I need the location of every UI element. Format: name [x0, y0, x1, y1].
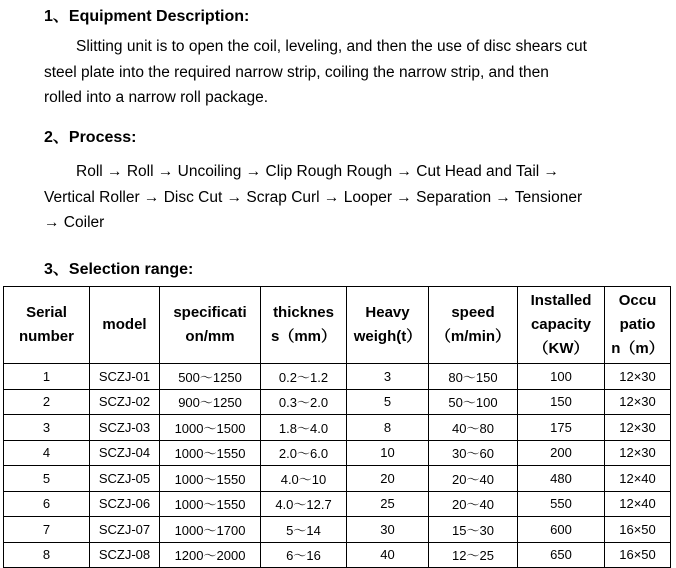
table-cell: 12×40 [605, 491, 671, 517]
table-cell: 3 [347, 364, 429, 390]
table-cell: 4.0～12.7 [261, 491, 347, 517]
column-header-text: model [102, 316, 147, 333]
column-header [605, 287, 671, 364]
section-process-heading: 2、Process: [44, 129, 137, 146]
process-line-1: Roll → Roll → Uncoiling → Clip Rough Rough → Cut Head and Tail → [76, 163, 560, 180]
column-header-text: number [18, 328, 74, 345]
column-header [160, 287, 261, 364]
table-cell: 650 [518, 542, 605, 568]
table-cell: 8 [347, 415, 429, 441]
table-cell: SCZJ-08 [90, 542, 160, 568]
table-cell: SCZJ-01 [90, 364, 160, 390]
table-cell: 8 [4, 542, 90, 568]
table-cell: 7 [4, 517, 90, 543]
column-header [347, 287, 429, 364]
column-header-text: Heavy [365, 304, 410, 321]
column-header-text: （m/min） [435, 328, 511, 345]
column-header-text: on/mm [185, 328, 235, 345]
table-header-row [4, 287, 671, 364]
table-cell: 30 [347, 517, 429, 543]
table-cell: 4.0～10 [261, 466, 347, 492]
column-header-text: thicknes [273, 304, 334, 321]
table-cell: 12×30 [605, 389, 671, 415]
table-row [4, 440, 671, 466]
table-cell: SCZJ-06 [90, 491, 160, 517]
table-cell: 1000～1550 [160, 466, 261, 492]
table-cell: 12×30 [605, 415, 671, 441]
table-row [4, 491, 671, 517]
table-row [4, 517, 671, 543]
table-cell: 900～1250 [160, 389, 261, 415]
table-cell: 1000～1550 [160, 491, 261, 517]
table-row [4, 389, 671, 415]
column-header-text: （KW） [533, 340, 589, 357]
table-cell: SCZJ-02 [90, 389, 160, 415]
equipment-line-3: rolled into a narrow roll package. [44, 89, 269, 106]
table-row [4, 415, 671, 441]
table-cell: 50～100 [429, 389, 518, 415]
table-body [4, 364, 671, 568]
table-cell: 1000～1500 [160, 415, 261, 441]
column-header-text: s（mm） [270, 328, 337, 345]
process-line-3: → Coiler [44, 214, 105, 231]
equipment-line-1: Slitting unit is to open the coil, leveling, and then the use of disc shears cut [76, 38, 587, 55]
table-cell: 16×50 [605, 542, 671, 568]
table-row [4, 466, 671, 492]
column-header-text: Installed [530, 292, 592, 309]
table-cell: 1200～2000 [160, 542, 261, 568]
table-cell: 20 [347, 466, 429, 492]
table-row [4, 542, 671, 568]
table-cell: 600 [518, 517, 605, 543]
table-cell: 2 [4, 389, 90, 415]
column-header-text: n（m） [611, 340, 664, 357]
table-cell: 500～1250 [160, 364, 261, 390]
process-description [44, 159, 624, 236]
section-equipment-heading: 1、Equipment Description: [44, 8, 250, 25]
table-cell: 1000～1700 [160, 517, 261, 543]
column-header-text: specificati [173, 304, 247, 321]
table-cell: 6 [4, 491, 90, 517]
table-cell: 0.3～2.0 [261, 389, 347, 415]
table-cell: SCZJ-04 [90, 440, 160, 466]
column-header-text: patio [619, 316, 656, 333]
table-cell: 200 [518, 440, 605, 466]
table-cell: 40～80 [429, 415, 518, 441]
table-cell: 80～150 [429, 364, 518, 390]
table-cell: 1000～1550 [160, 440, 261, 466]
table-cell: 40 [347, 542, 429, 568]
table-cell: 12～25 [429, 542, 518, 568]
table-cell: SCZJ-03 [90, 415, 160, 441]
column-header-text: weigh(t） [353, 328, 422, 345]
column-header-text: Occu [618, 292, 657, 309]
table-cell: 12×40 [605, 466, 671, 492]
table-cell: 20～40 [429, 466, 518, 492]
column-header [4, 287, 90, 364]
table-cell: SCZJ-05 [90, 466, 160, 492]
process-line-2: Vertical Roller → Disc Cut → Scrap Curl → Looper → Separation → Tensioner [44, 188, 583, 206]
table-cell: SCZJ-07 [90, 517, 160, 543]
table-cell: 10 [347, 440, 429, 466]
table-row [4, 364, 671, 390]
selection-range-table [3, 286, 671, 568]
table-cell: 1.8～4.0 [261, 415, 347, 441]
table-cell: 550 [518, 491, 605, 517]
table-cell: 25 [347, 491, 429, 517]
column-header-text: speed [451, 304, 495, 321]
table-cell: 6～16 [261, 542, 347, 568]
table-cell: 480 [518, 466, 605, 492]
table-cell: 15～30 [429, 517, 518, 543]
table-cell: 3 [4, 415, 90, 441]
table-cell: 20～40 [429, 491, 518, 517]
column-header-text: capacity [530, 316, 592, 333]
table-cell: 1 [4, 364, 90, 390]
table-cell: 175 [518, 415, 605, 441]
table-cell: 100 [518, 364, 605, 390]
section-selection-heading: 3、Selection range: [44, 261, 194, 278]
table-cell: 0.2～1.2 [261, 364, 347, 390]
table-cell: 16×50 [605, 517, 671, 543]
table-cell: 2.0～6.0 [261, 440, 347, 466]
column-header [429, 287, 518, 364]
table-cell: 12×30 [605, 364, 671, 390]
column-header [90, 287, 160, 364]
column-header [518, 287, 605, 364]
table-cell: 12×30 [605, 440, 671, 466]
table-cell: 5 [4, 466, 90, 492]
table-cell: 4 [4, 440, 90, 466]
column-header [261, 287, 347, 364]
table-cell: 5 [347, 389, 429, 415]
table-cell: 5～14 [261, 517, 347, 543]
table-cell: 150 [518, 389, 605, 415]
equipment-description [44, 34, 624, 111]
column-header-text: Serial [26, 304, 67, 321]
equipment-line-2: steel plate into the required narrow strip, coiling the narrow strip, and then [44, 63, 549, 81]
table-cell: 30～60 [429, 440, 518, 466]
table-header [4, 287, 671, 364]
